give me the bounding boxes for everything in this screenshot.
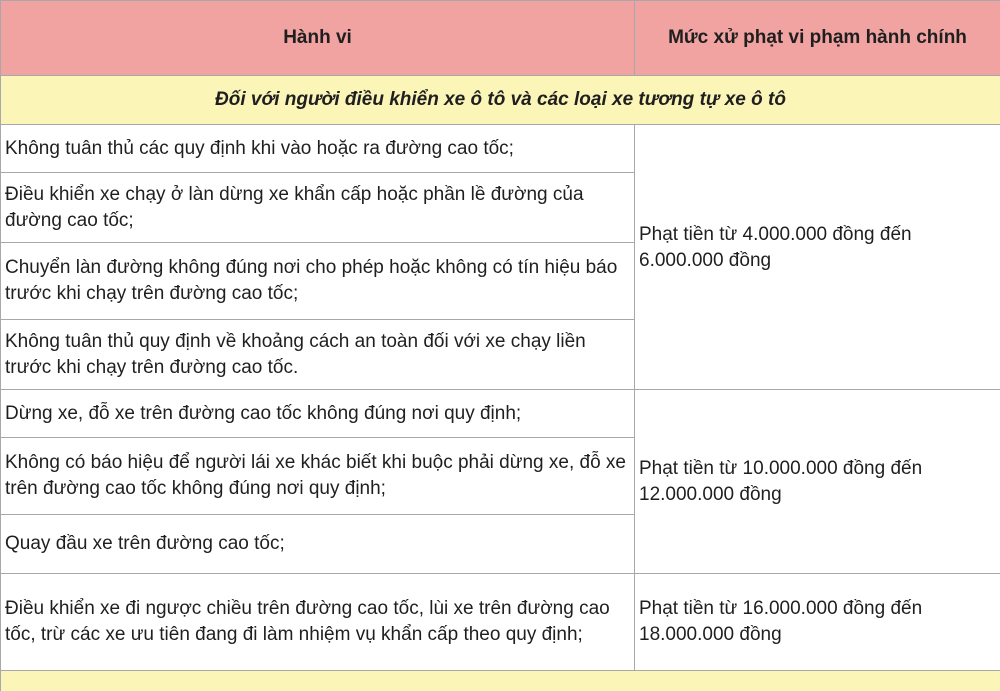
table-header-row <box>1 1 1000 76</box>
table-row <box>1 574 1000 671</box>
behavior-cell: Điều khiển xe đi ngược chiều trên đường cao tốc, lùi xe trên đường cao tốc, trừ các xe ưu tiên đang đi làm nhiệm vụ khẩn cấp theo quy định; <box>1 574 635 671</box>
behavior-cell: Điều khiển xe chạy ở làn dừng xe khẩn cấp hoặc phần lề đường của đường cao tốc; <box>1 173 635 243</box>
behavior-cell: Chuyển làn đường không đúng nơi cho phép hoặc không có tín hiệu báo trước khi chạy trên đường cao tốc; <box>1 243 635 320</box>
penalty-cell: Phạt tiền từ 10.000.000 đồng đến 12.000.000 đồng <box>635 390 1000 574</box>
table-row <box>1 125 1000 173</box>
next-section-row <box>1 671 1000 691</box>
behavior-cell: Dừng xe, đỗ xe trên đường cao tốc không đúng nơi quy định; <box>1 390 635 438</box>
header-penalty: Mức xử phạt vi phạm hành chính <box>635 1 1000 76</box>
header-behavior: Hành vi <box>1 1 635 76</box>
penalty-cell: Phạt tiền từ 4.000.000 đồng đến 6.000.000 đồng <box>635 125 1000 390</box>
behavior-cell: Quay đầu xe trên đường cao tốc; <box>1 515 635 574</box>
table-row-partial <box>1 671 1000 691</box>
section-row <box>1 76 1000 125</box>
table-row <box>1 390 1000 438</box>
section-title: Đối với người điều khiển xe ô tô và các loại xe tương tự xe ô tô <box>1 76 1000 125</box>
penalty-cell: Phạt tiền từ 16.000.000 đồng đến 18.000.000 đồng <box>635 574 1000 671</box>
behavior-cell: Không có báo hiệu để người lái xe khác biết khi buộc phải dừng xe, đỗ xe trên đường cao tốc không đúng nơi quy định; <box>1 438 635 515</box>
behavior-cell: Không tuân thủ các quy định khi vào hoặc ra đường cao tốc; <box>1 125 635 173</box>
behavior-cell: Không tuân thủ quy định về khoảng cách an toàn đối với xe chạy liền trước khi chạy trên đường cao tốc. <box>1 320 635 390</box>
